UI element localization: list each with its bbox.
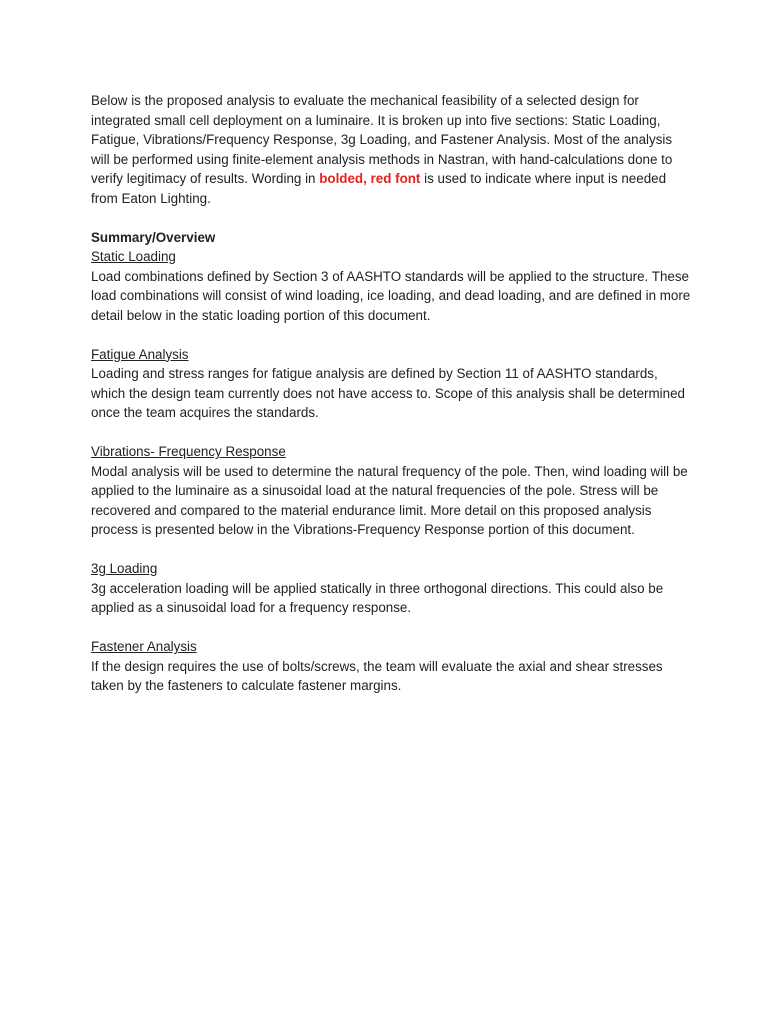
intro-text-after: is used to indicate where input is needed from Eaton Lighting.: [91, 171, 667, 206]
section-body: Loading and stress ranges for fatigue analysis are defined by Section 11 of AASHTO standards, which the design team currently does not have access to. Scope of this analysis shall be determined once the team acquires the standards.: [91, 366, 685, 420]
section-body: If the design requires the use of bolts/screws, the team will evaluate the axial and shear stresses taken by the fasteners to calculate fastener margins.: [91, 658, 663, 693]
intro-paragraph: [91, 91, 691, 208]
section-heading: Vibrations- Frequency Response: [91, 444, 286, 459]
section-body: Load combinations defined by Section 3 of AASHTO standards will be applied to the structure. These load combinations will consist of wind loading, ice loading, and dead loading, and are defined in more detail below in the static loading portion of this document.: [91, 268, 691, 323]
section-heading: Static Loading: [91, 249, 176, 264]
intro-text-before: Below is the proposed analysis to evaluate the mechanical feasibility of a selected design for integrated small cell deployment on a luminaire. It is broken up into five sections: Static Loading, Fatigue, Vibrations/Frequency Response, 3g Loading, and Fastener Analysis. Most of the analysis will be performed using finite-element analysis methods in Nastran, with hand-calculations done to verify legitimacy of results. Wording in: [91, 93, 673, 186]
section-body: 3g acceleration loading will be applied statically in three orthogonal directions. This could also be applied as a sinusoidal load for a frequency response.: [91, 580, 664, 615]
section-fastener-analysis: [91, 637, 691, 696]
section-heading: Fatigue Analysis: [91, 346, 189, 362]
summary-heading: Summary/Overview: [91, 229, 216, 245]
section-vibrations-frequency-response: [91, 442, 691, 540]
section-heading: 3g Loading: [91, 561, 158, 576]
intro-highlight: bolded, red font: [319, 171, 421, 186]
section-static-loading: [91, 247, 691, 325]
document-page: [91, 91, 691, 715]
section-3g-loading: [91, 559, 691, 618]
section-fatigue-analysis: [91, 345, 691, 423]
section-heading: Fastener Analysis: [91, 639, 197, 654]
section-body: Modal analysis will be used to determine the natural frequency of the pole. Then, wind loading will be applied to the luminaire as a sinusoidal load at the natural frequencies of the pole. Stress will be recovered and compared to the material endurance limit. More detail on this proposed analysis process is presented below in the Vibrations-Frequency Response portion of this document.: [91, 463, 688, 537]
